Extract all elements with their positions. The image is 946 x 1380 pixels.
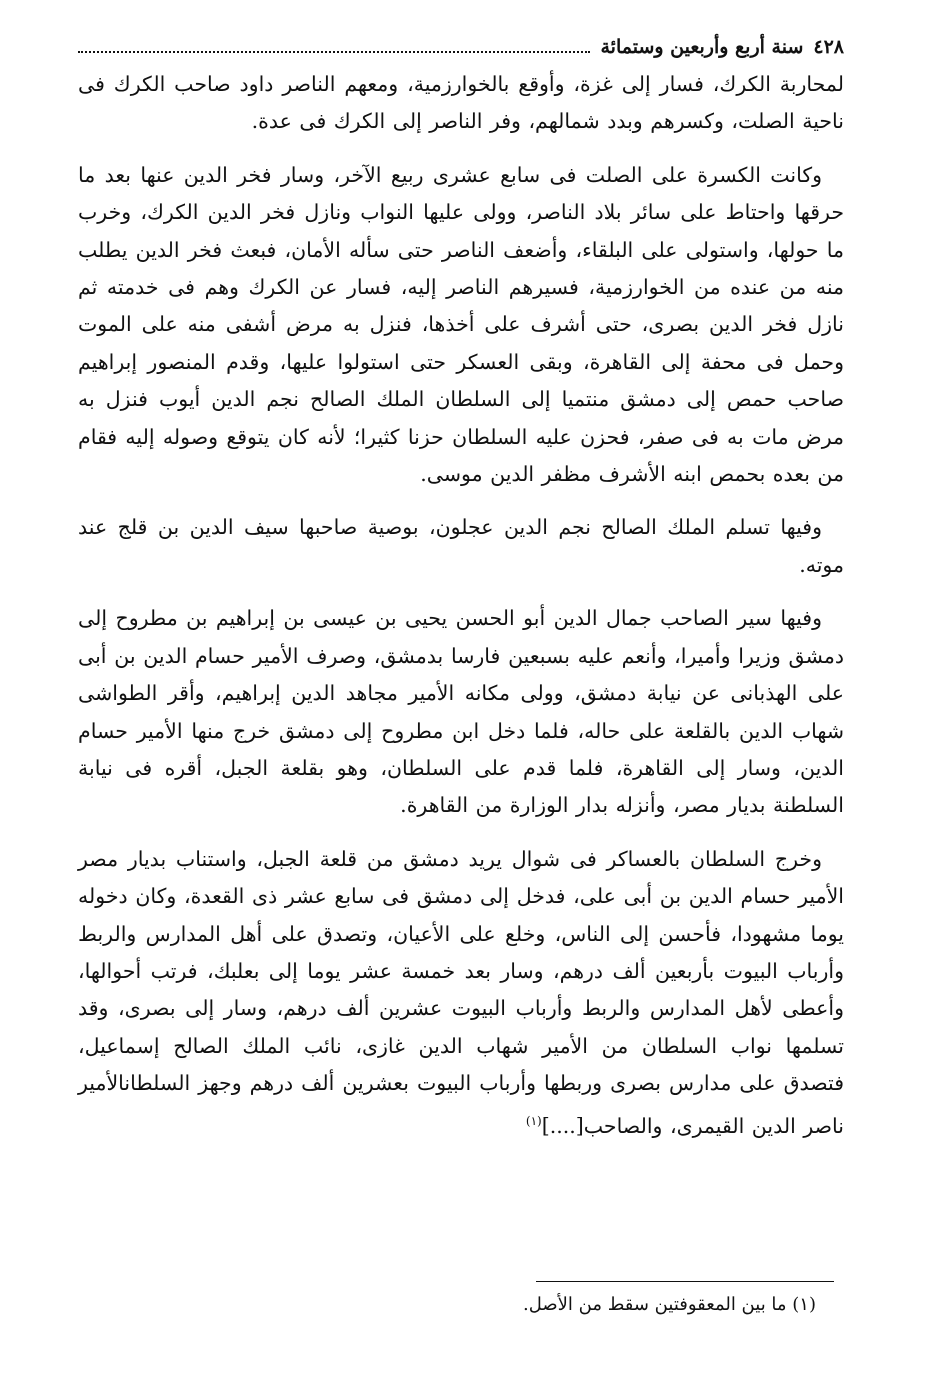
paragraph-3: وفيها تسلم الملك الصالح نجم الدين عجلون، بوصية صاحبها سيف الدين بن قلج عند موته. xyxy=(78,515,844,577)
paragraph-1: لمحاربة الكرك، فسار إلى غزة، وأوقع بالخوارزمية، ومعهم الناصر داود صاحب الكرك فى ناحية الصلت، وكسرهم وبدد شمالهم، وفر الناصر إلى الكرك فى عدة. xyxy=(78,72,844,134)
paragraph-5-text: وخرج السلطان بالعساكر فى شوال يريد دمشق من قلعة الجبل، واستناب بديار مصر الأمير حسام الدين بن أبى على، فدخل إلى دمشق فى سابع عشر ذى القعدة، وكان دخوله يوما مشهودا، فأحسن إلى الناس، وخلع على الأعيان، وتصدق على أهل المدارس والربط وأرباب البيوت بأربعين ألف درهم، وسار بعد خمسة عشر يوما إلى بعلبك، فرتب أحوالها، وأعطى لأهل المدارس والربط وأرباب البيوت عشرين ألف درهم، وسار إلى بصرى، وقد تسلمها نواب السلطان من الأمير شهاب الدين غازى، نائب الملك الصالح إسماعيل، فتصدق على مدارس بصرى وربطها وأرباب البيوت بعشرين ألف درهم وجهز السلطانالأمير ناصر الدين القيمرى، والصاحب[....] xyxy=(78,846,844,1138)
header-leader-dots xyxy=(78,37,590,53)
paragraph-2: وكانت الكسرة على الصلت فى سابع عشرى ربيع الآخر، وسار فخر الدين عنها بعد ما حرقها واحتاط على سائر بلاد الناصر، وولى عليها النواب ونازل فخر الدين الكرك، وخرب ما حولها، واستولى على البلقاء، وأضعف الناصر حتى سأله الأمان، فبعث فخر الدين يطلب منه من عنده من الخوارزمية، فسيرهم الناصر إليه، فسار عن الكرك وهم فى خدمته ثم نازل فخر الدين بصرى، حتى أشرف على أخذها، فنزل به مرض أشفى منه على الموت وحمل فى محفة إلى القاهرة، وبقى العسكر حتى استولوا عليها، وقدم المنصور إبراهيم صاحب حمص إلى دمشق منتميا إلى السلطان الملك الصالح نجم الدين أيوب فنزل به مرض مات به فى صفر، فحزن عليه السلطان حزنا كثيرا؛ لأنه كان يتوقع وصوله إليه فقام من بعده بحمص ابنه الأشرف مظفر الدين موسى. xyxy=(78,162,844,487)
paragraph-5 xyxy=(78,841,844,1145)
page-number: ٤٢٨ xyxy=(813,36,844,58)
running-title: سنة أربع وأربعين وستمائة xyxy=(600,36,804,58)
page-body xyxy=(78,66,844,1145)
running-header xyxy=(78,30,844,64)
paragraph-4: وفيها سير الصاحب جمال الدين أبو الحسن يحيى بن عيسى بن إبراهيم بن مطروح إلى دمشق وزيرا وأميرا، وأنعم عليه بسبعين فارسا بدمشق، وصرف الأمير حسام الدين بن أبى على الهذبانى عن نيابة دمشق، وولى مكانه الأمير مجاهد الدين إبراهيم، وأقر الطواشى شهاب الدين بالقلعة على حاله، فلما دخل ابن مطروح إلى دمشق خرج منها الأمير حسام الدين، وسار إلى القاهرة، فلما قدم على السلطان، وهو بقلعة الجبل، أقره فى نيابة السلطنة بديار مصر، وأنزله بدار الوزارة من القاهرة. xyxy=(78,606,844,818)
footnote-text: (١) ما بين المعقوفتين سقط من الأصل. xyxy=(523,1294,816,1315)
footnote-marker: (١) xyxy=(525,1113,542,1128)
book-page xyxy=(78,30,844,1350)
footnote-divider xyxy=(536,1281,834,1282)
